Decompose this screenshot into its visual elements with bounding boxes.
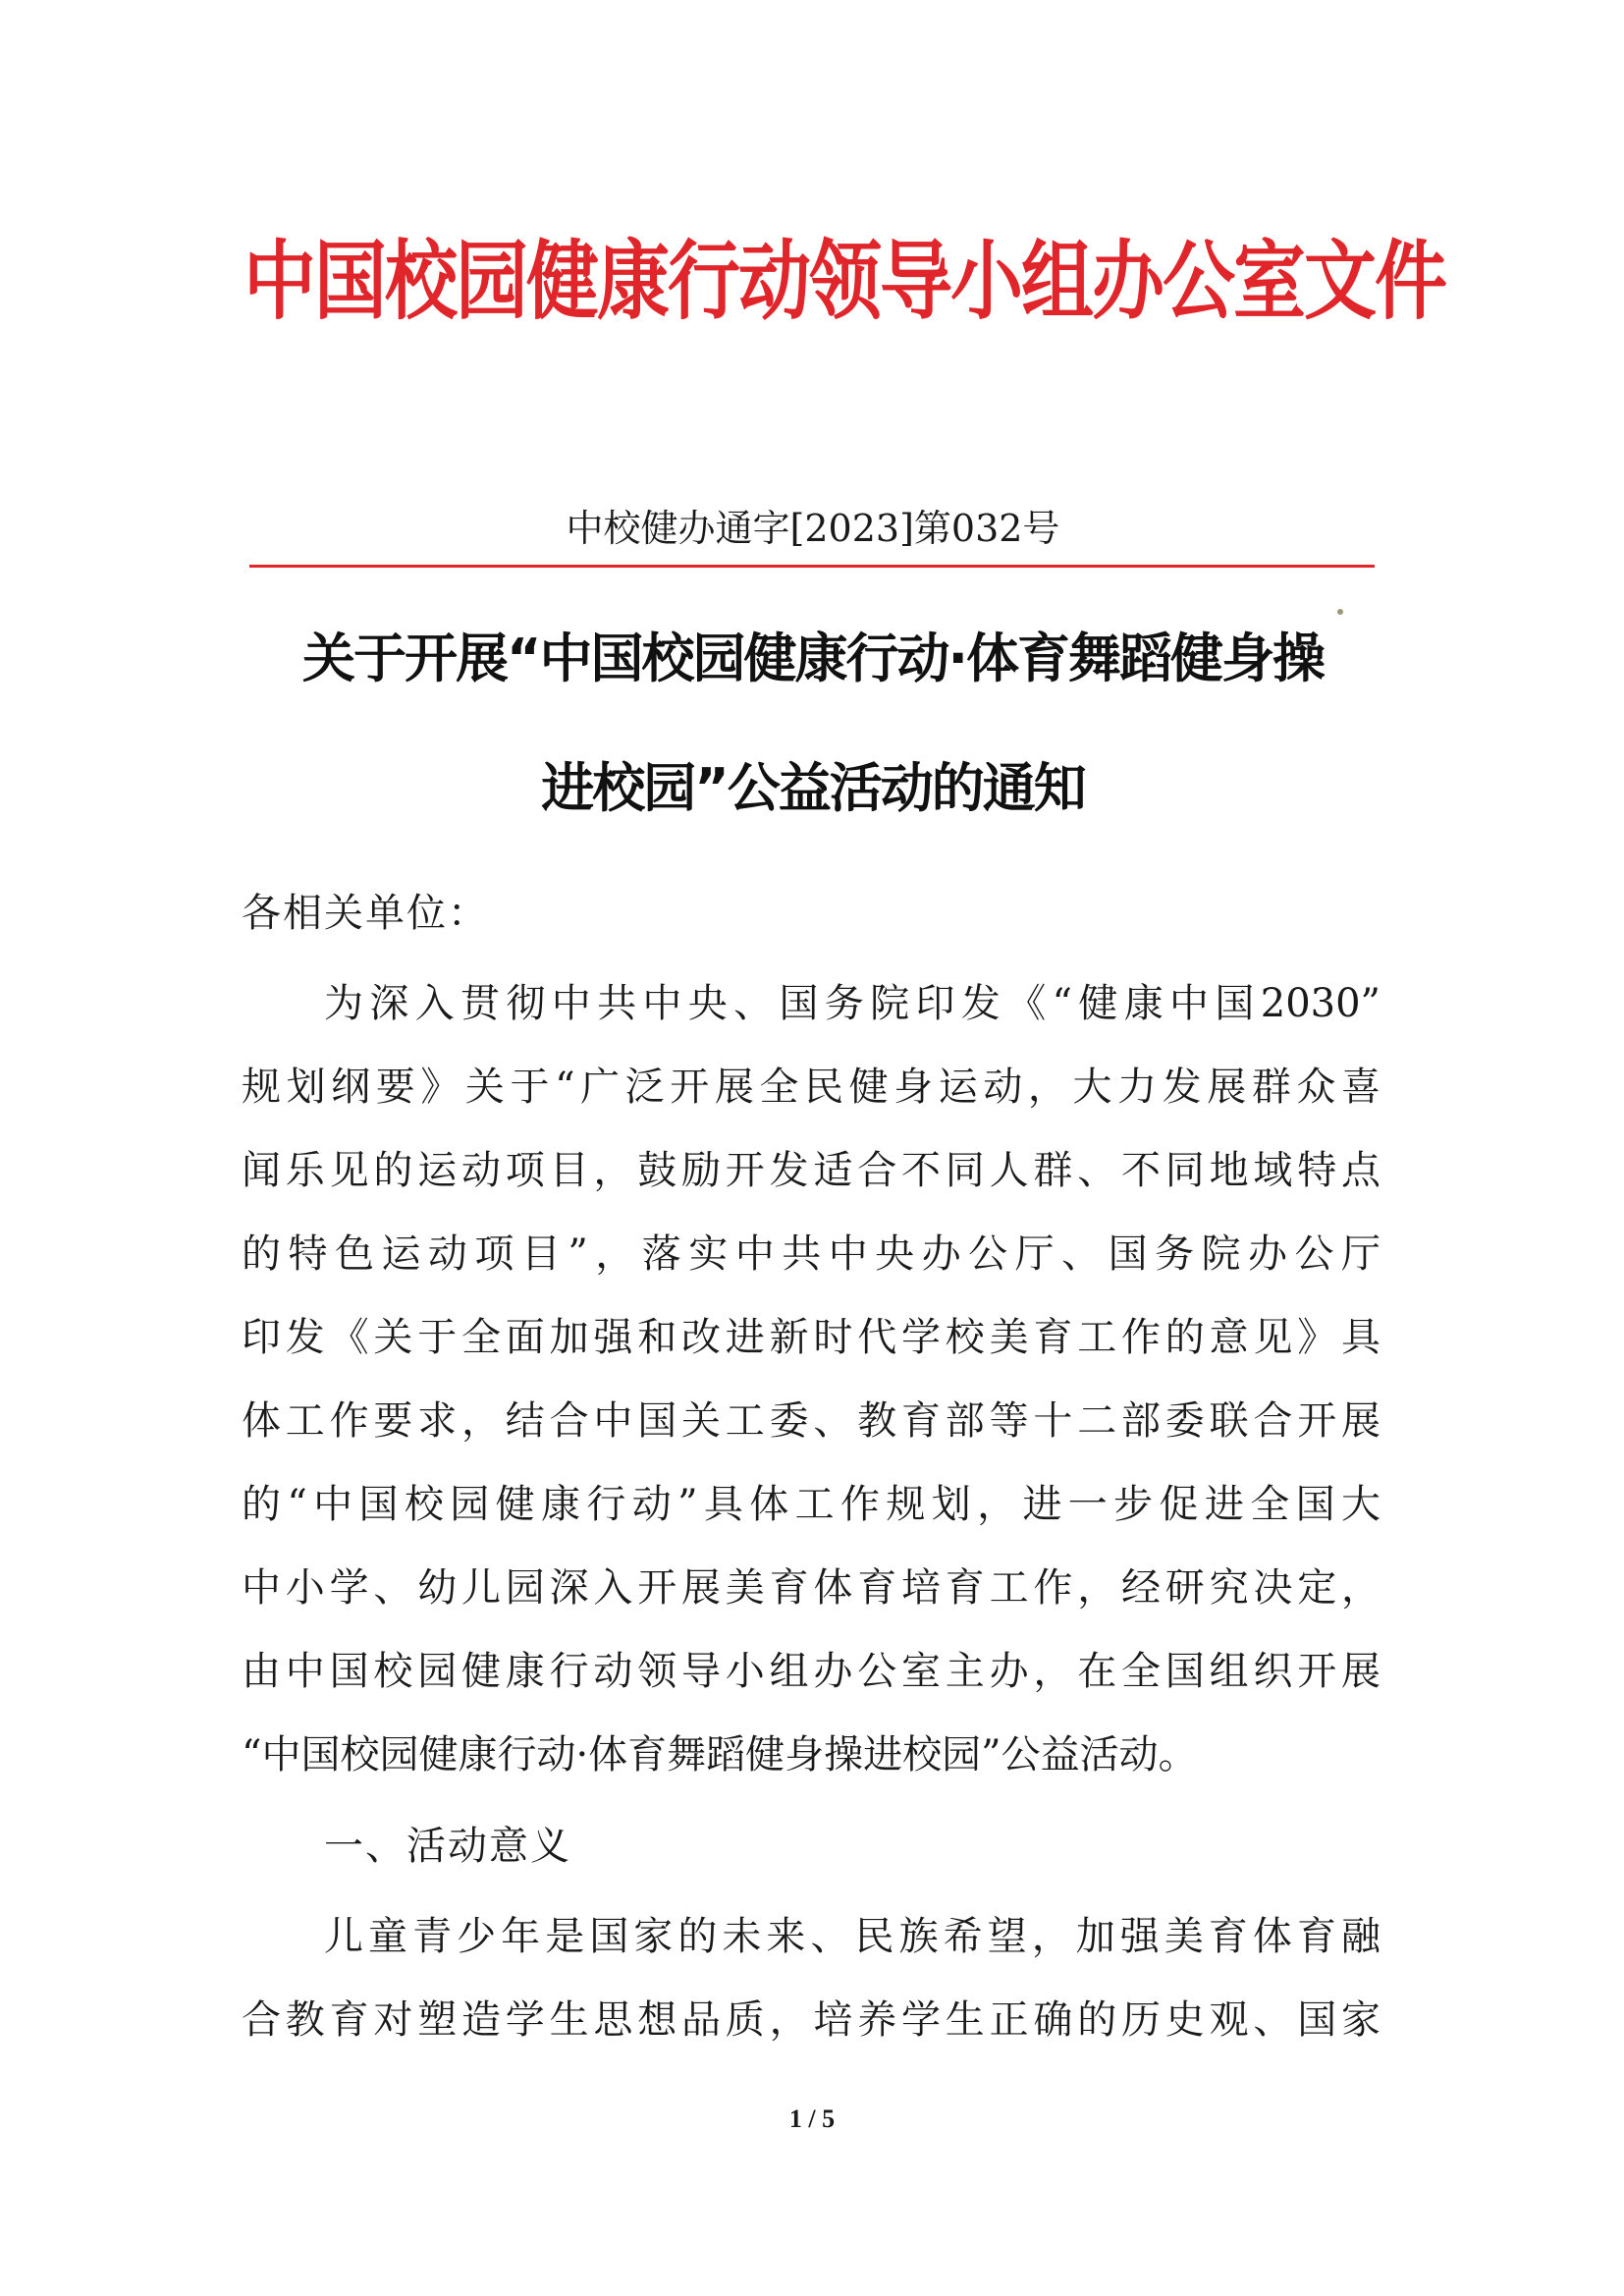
- scan-speck: [1337, 609, 1343, 615]
- document-number: 中校健办通字[2023]第032号: [566, 507, 1060, 550]
- section-heading-1: 一、活动意义: [324, 1824, 571, 1869]
- paragraph-1-line: 的特色运动项目”，落实中共中央办公厅、国务院办公厅: [242, 1231, 1380, 1277]
- issuer-title: 中国校园健康行动领导小组办公室文件: [244, 232, 1445, 332]
- paragraph-2-line: 合教育对塑造学生思想品质，培养学生正确的历史观、国家: [242, 1997, 1380, 2043]
- salutation: 各相关单位：: [242, 891, 489, 936]
- paragraph-1-line: 规划纲要》关于“广泛开展全民健身运动，大力发展群众喜: [242, 1065, 1380, 1110]
- notice-title-line-2: 进校园”公益活动的通知: [541, 757, 1085, 819]
- paragraph-1-line: 的“中国校园健康行动”具体工作规划，进一步促进全国大: [242, 1482, 1380, 1527]
- red-divider-line: [249, 565, 1375, 568]
- paragraph-1-line: 中小学、幼儿园深入开展美育体育培育工作，经研究决定，: [242, 1565, 1380, 1611]
- paragraph-1-line: 体工作要求，结合中国关工委、教育部等十二部委联合开展: [242, 1398, 1380, 1444]
- notice-title-line-1: 关于开展“中国校园健康行动·体育舞蹈健身操: [301, 628, 1324, 689]
- paragraph-1-line: 为深入贯彻中共中央、国务院印发《“健康中国2030”: [324, 981, 1380, 1026]
- paragraph-1-line: 印发《关于全面加强和改进新时代学校美育工作的意见》具: [242, 1315, 1380, 1360]
- page-number: 1 / 5: [788, 2105, 836, 2133]
- paragraph-1-line: “中国校园健康行动·体育舞蹈健身操进校园”公益活动。: [242, 1732, 1198, 1777]
- paragraph-1-line: 由中国校园健康行动领导小组办公室主办，在全国组织开展: [242, 1649, 1380, 1694]
- paragraph-1-line: 闻乐见的运动项目，鼓励开发适合不同人群、不同地域特点: [242, 1148, 1380, 1193]
- paragraph-2-line: 儿童青少年是国家的未来、民族希望，加强美育体育融: [324, 1914, 1380, 1959]
